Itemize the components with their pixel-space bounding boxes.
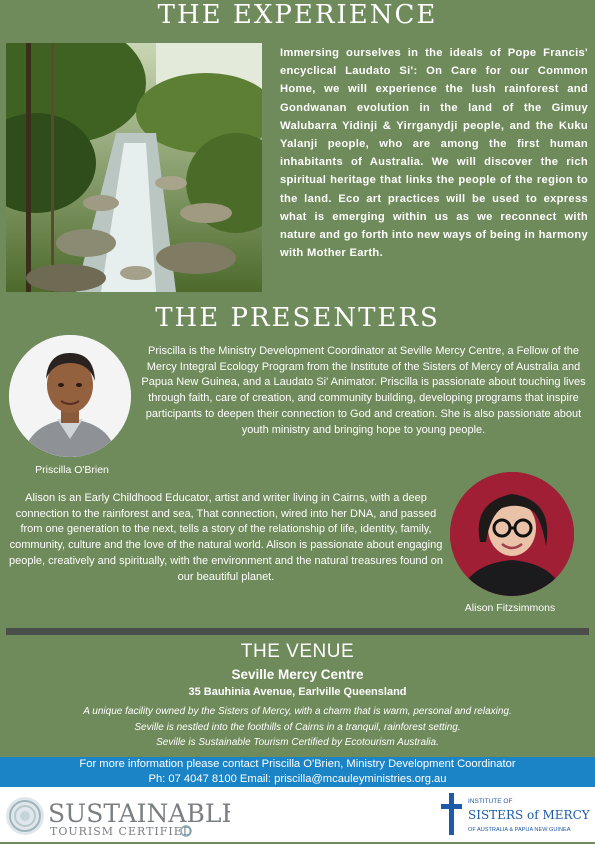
venue-desc-line-2: Seville is nestled into the foothills of Cairns in a tranquil, rainforest setting. <box>134 721 461 733</box>
sisters-of-mercy-label: SISTERS of MERCY <box>468 808 590 822</box>
section-divider <box>6 628 589 635</box>
sustainable-tourism-logo <box>4 793 230 839</box>
tourism-certified-word: TOURISM CERTIFIED <box>50 825 193 838</box>
priscilla-name: Priscilla O'Brien <box>35 464 109 476</box>
contact-line-2[interactable]: Ph: 07 4047 8100 Email: priscilla@mcauleyministries.org.au <box>148 773 447 785</box>
alison-bio: Alison is an Early Childhood Educator, artist and writer living in Cairns, with a deep connection to the rainforest and sea, That connection, wired into her DNA, and passed from one generation to the next, tells a story of the relationship of life, identity, family, community, culture and the love of the natural world. Alison is passionate about engaging people, creatively and spiritually, with the environment and the natural treasures found on our beautiful planet. <box>9 492 443 583</box>
priscilla-bio: Priscilla is the Ministry Development Coordinator at Seville Mercy Centre, a Fellow of the Mercy Integral Ecology Program from the Institute of the Sisters of Mercy of Australia and Papua New Guinea, and a Laudato Si' Animator. Priscilla is passionate about touching lives through faith, care of creation, and community building, developing programs that inspire participants to deepen their connection to God and creation. She is also passionate about youth ministry and bringing hope to young people. <box>141 345 586 436</box>
priscilla-portrait <box>9 335 131 457</box>
mercy-region-label: OF AUSTRALIA & PAPUA NEW GUINEA <box>468 827 571 833</box>
venue-description <box>0 704 595 751</box>
alison-portrait <box>450 472 574 596</box>
experience-heading: THE EXPERIENCE <box>157 0 438 30</box>
alison-name: Alison Fitzsimmons <box>464 602 556 614</box>
contact-line-1: For more information please contact Priscilla O'Brien, Ministry Development Coordinator <box>79 758 516 770</box>
venue-desc-line-3: Seville is Sustainable Tourism Certified by Ecotourism Australia. <box>156 737 439 749</box>
rainforest-creek-photo <box>6 43 262 292</box>
presenters-heading: THE PRESENTERS <box>155 303 440 333</box>
venue-desc-line-1: A unique facility owned by the Sisters of Mercy, with a charm that is warm, personal and relaxing. <box>83 706 512 717</box>
venue-name: Seville Mercy Centre <box>231 667 364 682</box>
sisters-of-mercy-logo <box>440 789 590 839</box>
venue-address: 35 Bauhinia Avenue, Earlville Queensland <box>188 686 407 698</box>
experience-description: Immersing ourselves in the ideals of Pope Francis' encyclical Laudato Si': On Care for our Common Home, we will experience the lush rainforest and Gondwanan evolution in the land of the Gimuy Walubarra Yidinji & Yirrganydji people, and the Kuku Yalanji people, who are among the first human inhabitants of Australia. We will discover the rich spiritual heritage that links the people of the region to the land. Eco art practices will be used to express what is emerging within us as we reconnect with nature and go forth into new ways of being in harmony with Mother Earth. <box>280 47 588 260</box>
venue-heading: THE VENUE <box>240 641 355 662</box>
institute-of-label: INSTITUTE OF <box>468 798 513 805</box>
sustainable-word: SUSTAINABLE <box>48 799 230 828</box>
